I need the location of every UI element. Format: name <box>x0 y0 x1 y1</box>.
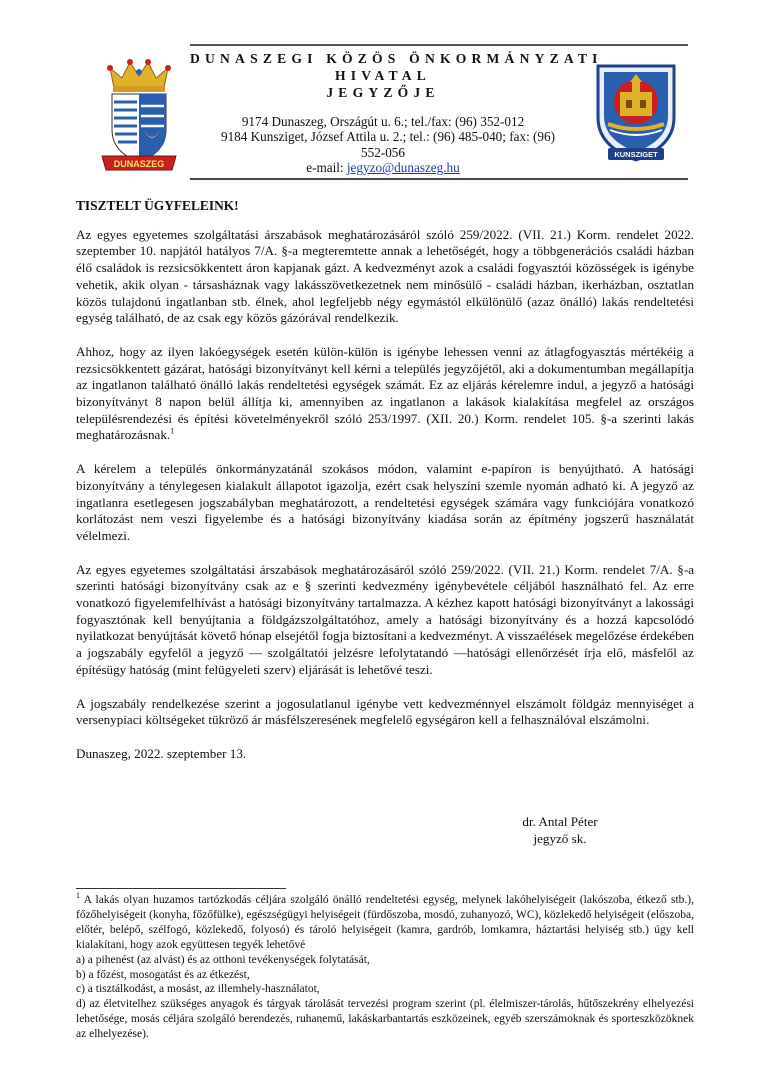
crest-left-label: DUNASZEG <box>113 159 165 169</box>
signatory-name: dr. Antal Péter <box>522 814 598 829</box>
footnote-item-d: d) az életvitelhez szükséges anyagok és tárgyak tárolását tervezési program szerint (pl. élelmiszer-tárolás, hűtőszekrény elhelyezési lehetősége, mosás céljára szolgáló berendezés, ruhanemű, lakáskarbantartás eszközeinek, egyéb szerszámoknak és sporteszközöknek az elhelyezése). <box>76 998 694 1041</box>
email-link[interactable]: jegyzo@dunaszeg.hu <box>346 160 460 176</box>
address-kunsziget: 9184 Kunsziget, József Attila u. 2.; tel.: (96) 485-040; fax: (96) <box>220 129 556 145</box>
signature-block <box>480 814 640 847</box>
footnote-item-c: c) a tisztálkodást, a mosást, az illemhely-használatot, <box>76 983 320 996</box>
email-line <box>190 160 576 175</box>
footnote <box>76 893 694 1042</box>
office-name <box>190 50 603 101</box>
dunaszeg-coat-of-arms <box>100 58 178 174</box>
paragraph-2-text: Ahhoz, hogy az ilyen lakóegységek esetén külön-külön is igénybe lehessen venni az átlagfogyasztás mértékéig a rezsicsökkentett gázárat, hatósági bizonyítványt kell kérni a település jegyzőjétől, aki a dokumentumban megállapítja az ingatlanon található önálló lakás rendeltetési egységek számát. Ez az eljárás kérelemre indul, a jegyző a hatósági bizonyítványt 8 napon belül állítja ki, amennyiben az ingatlanon a lakások kialakítása megfelel az országos településrendezési és építési követelményekről szóló 253/1997. (XII. 20.) Korm. rendelet 105. §-a szerinti lakás meghatározásnak. <box>76 343 694 443</box>
kunsziget-coat-of-arms <box>590 60 682 164</box>
letter-body <box>76 198 694 763</box>
footnote-text: A lakás olyan huzamos tartózkodás céljára szolgáló önálló rendeltetési egység, melynek lakóhelyiségeit (lakószoba, étkező stb.), főzőhelyiségeit (konyha, főzőfülke), egészségügyi helyiségeit (fürdőszoba, mosdó, zuhanyozó, WC), közlekedő helyiségeit (előszoba, előtér, belépő, szélfogó, közlekedő, folyosó) és tároló helyiségeit (kamra, gardrób, lomkamra, háztartási helyiség stb.) úgy kell kialakítani, hogy azok együttesen tegyék lehetővé <box>76 894 694 951</box>
footnote-ref: 1 <box>170 427 175 437</box>
greeting: TISZTELT ÜGYFELEINK! <box>76 198 239 213</box>
address-dunaszeg: 9174 Dunaszeg, Országút u. 6.; tel./fax: (96) 352-012 <box>241 114 525 129</box>
email-label: e-mail: <box>306 160 347 176</box>
date-line: Dunaszeg, 2022. szeptember 13. <box>76 745 247 761</box>
footnote-main <box>76 893 694 953</box>
paragraph-2 <box>76 344 694 444</box>
footnote-item-a: a) a pihenést (az alvást) és az otthoni tevékenységek folytatását, <box>76 953 370 966</box>
paragraph-4: Az egyes egyetemes szolgáltatási árszabások meghatározásáról szóló 259/2022. (VII. 21.) Korm. rendelet 7/A. §-a szerinti hatósági bizonyítvány csak az e § szerinti kedvezmény igénybevétele céljából használható fel. Az erre vonatkozó figyelemfelhívást a hatósági bizonyítvány tartalmazza. A kézhez kapott hatósági bizonyítványt a lakossági fogyasztónak kell benyújtania a földgázszolgáltatóhoz, amely a hatósági bizonyítvány és a hozzá kapcsolódó nyilatkozat benyújtását követő hónap elsejétől fogja biztosítani a kedvezményt. A visszaélések megelőzése érdekében a jogszabály egyfelől a jegyző — szolgáltatói jelzésre lefolytatandó —hatósági ellenőrzését írja elő, másfelől az építésügy hatóság (mint felügyeleti szerv) eljárását is lehetővé teszi. <box>76 561 694 677</box>
office-name-line1: DUNASZEGI KÖZÖS ÖNKORMÁNYZATI <box>190 51 603 66</box>
header-bottom-rule <box>190 178 688 180</box>
letterhead <box>0 0 763 190</box>
paragraph-1: Az egyes egyetemes szolgáltatási árszabások meghatározásáról szóló 259/2022. (VII. 21.) Korm. rendelet 2022. szeptember 10. napjától hatályos 7/A. §-a megteremtette annak a lehetőségét, hogy a többgenerációs családi házban élő családok is rezsicsökkentett áron kapjanak gázt. A kedvezményt azok a családi fogyasztói közösségek is igénybe vehetik, akik olyan - társasháznak vagy lakásszövetkezetnek nem minősülő - családi házban, ikerházban, osztatlan közös tulajdonú ingatlanban stb. élnek, ahol legfeljebb négy egymástól elkülönülő (azaz önálló) lakás rendeltetési egység található, de az csak egy közös gázórával rendelkezik. <box>76 226 694 326</box>
footnote-number: 1 <box>76 891 80 901</box>
address-kunsziget-fax: 552-056 <box>361 144 405 160</box>
office-name-line3: JEGYZŐJE <box>326 85 440 100</box>
footnote-separator <box>76 888 286 889</box>
crest-right-label: KUNSZIGET <box>614 150 658 159</box>
footnote-item-b: b) a főzést, mosogatást és az étkezést, <box>76 968 250 981</box>
header-top-rule <box>190 44 688 46</box>
office-contact <box>190 114 576 176</box>
signatory-title: jegyző sk. <box>533 830 587 846</box>
office-name-line2: HIVATAL <box>334 68 432 83</box>
paragraph-5: A jogszabály rendelkezése szerint a jogosulatlanul igénybe vett kedvezménnyel elszámolt földgáz mennyiséget a versenypiaci költségeket tükröző ár másfélszeresének megfelelő egységáron kell a felhasználóval elszámolni. <box>76 695 694 728</box>
paragraph-3: A kérelem a település önkormányzatánál szokásos módon, valamint e-papíron is benyújtható. A hatósági bizonyítvány a ténylegesen kialakult állapotot igazolja, ezért csak helyszíni szemle nyomán adható ki. A jegyző az ingatlanra esetlegesen jogszabályban meghatározott, a rendeltetési egységek számára vagy funkciójára vonatkozó korlátozást nem veszi figyelembe és a hatósági bizonyítvány kiadása során az építmény jogszerű használatát vélelmezi. <box>76 461 694 543</box>
